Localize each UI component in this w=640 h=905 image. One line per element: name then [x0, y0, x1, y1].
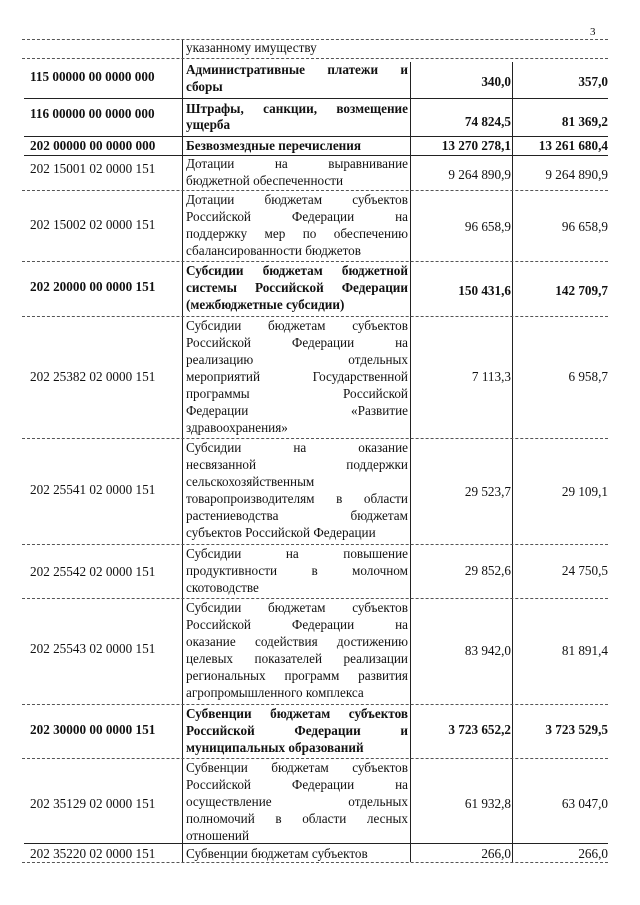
row-divider	[22, 758, 608, 759]
amount-2026: 63 047,0	[561, 796, 608, 811]
amount-2025: 9 264 890,9	[448, 167, 511, 182]
row-description-line: поддержку мер по обеспечению	[186, 226, 408, 241]
row-divider	[24, 98, 608, 99]
row-description-line: Российской Федерации на	[186, 335, 408, 350]
row-description-line: Дотации бюджетам субъектов	[186, 192, 408, 207]
budget-code: 202 30000 00 0000 151	[30, 722, 156, 737]
budget-code: 202 15002 02 0000 151	[30, 217, 156, 232]
row-description-line: Федерации «Развитие	[186, 403, 408, 418]
column-divider	[182, 40, 183, 862]
row-divider	[22, 862, 608, 863]
row-description-line: отношений	[186, 828, 250, 843]
amount-2025: 83 942,0	[464, 643, 511, 658]
row-description-line: агропромышленного комплекса	[186, 685, 364, 700]
row-description-line: указанному имуществу	[186, 40, 317, 55]
row-description-line: Субсидии бюджетам бюджетной	[186, 263, 408, 278]
row-divider	[22, 438, 608, 439]
amount-2025: 74 824,5	[464, 114, 511, 129]
row-description-line: целевых показателей реализации	[186, 651, 408, 666]
row-description-line: Административные платежи и	[186, 62, 408, 77]
row-description-line: (межбюджетные субсидии)	[186, 297, 345, 312]
row-divider	[24, 843, 608, 844]
amount-2026: 24 750,5	[561, 563, 608, 578]
row-description-line: товаропроизводителям в области	[186, 491, 408, 506]
amount-2025: 13 270 278,1	[441, 138, 511, 153]
row-divider	[22, 598, 608, 599]
row-description-line: сбалансированности бюджетов	[186, 243, 361, 258]
budget-code: 202 25542 02 0000 151	[30, 564, 156, 579]
row-description-line: Субвенции бюджетам субъектов	[186, 760, 408, 775]
row-description-line: скотоводстве	[186, 580, 259, 595]
row-description-line: сельскохозяйственным	[186, 474, 315, 489]
row-description-line: осуществление отдельных	[186, 794, 408, 809]
row-divider	[22, 39, 608, 40]
row-description-line: Дотации на выравнивание	[186, 156, 408, 171]
row-divider	[22, 261, 608, 262]
row-description-line: Штрафы, санкции, возмещение	[186, 101, 408, 116]
row-description-line: муниципальных образований	[186, 740, 364, 755]
row-description-line: реализацию отдельных	[186, 352, 408, 367]
row-description-line: оказание содействия достижению	[186, 634, 408, 649]
amount-2025: 266,0	[481, 846, 511, 861]
budget-code: 115 00000 00 0000 000	[30, 69, 155, 84]
amount-2026: 6 958,7	[568, 369, 608, 384]
row-description-line: Субсидии бюджетам субъектов	[186, 600, 408, 615]
row-description-line: сборы	[186, 79, 223, 94]
budget-code: 202 15001 02 0000 151	[30, 161, 156, 176]
amount-2025: 3 723 652,2	[448, 722, 511, 737]
column-divider	[512, 62, 513, 862]
row-description-line: Российской Федерации и	[186, 723, 408, 738]
amount-2025: 29 523,7	[464, 484, 511, 499]
row-divider	[22, 58, 608, 59]
row-description-line: региональных программ развития	[186, 668, 408, 683]
row-description-line: бюджетной обеспеченности	[186, 173, 344, 188]
row-divider	[24, 155, 608, 156]
row-description-line: здравоохранения»	[186, 420, 288, 435]
row-divider	[22, 316, 608, 317]
budget-code: 202 25541 02 0000 151	[30, 482, 156, 497]
column-divider	[410, 62, 411, 862]
amount-2025: 96 658,9	[464, 219, 511, 234]
amount-2025: 150 431,6	[458, 283, 511, 298]
row-description-line: Субсидии бюджетам субъектов	[186, 318, 408, 333]
row-divider	[22, 704, 608, 705]
amount-2026: 3 723 529,5	[545, 722, 608, 737]
budget-code: 202 25382 02 0000 151	[30, 369, 156, 384]
budget-code: 202 25543 02 0000 151	[30, 641, 156, 656]
budget-code: 202 20000 00 0000 151	[30, 279, 156, 294]
row-description-line: ущерба	[186, 117, 231, 132]
row-description-line: несвязанной поддержки	[186, 457, 408, 472]
row-description-line: Субвенции бюджетам субъектов	[186, 706, 408, 721]
row-divider	[22, 190, 608, 191]
row-divider	[24, 136, 608, 137]
row-description-line: Субвенции бюджетам субъектов	[186, 846, 368, 861]
amount-2026: 81 369,2	[561, 114, 608, 129]
amount-2026: 357,0	[578, 74, 608, 89]
row-description-line: Российской Федерации на	[186, 209, 408, 224]
budget-code: 202 35220 02 0000 151	[30, 846, 156, 861]
row-description-line: полномочий в области лесных	[186, 811, 408, 826]
row-description-line: Субсидии на повышение	[186, 546, 408, 561]
row-divider	[22, 544, 608, 545]
amount-2026: 13 261 680,4	[538, 138, 608, 153]
row-description-line: программы Российской	[186, 386, 408, 401]
row-description-line: Российской Федерации на	[186, 617, 408, 632]
row-description-line: Субсидии на оказание	[186, 440, 408, 455]
row-description-line: мероприятий Государственной	[186, 369, 408, 384]
row-description-line: системы Российской Федерации	[186, 280, 408, 295]
amount-2026: 96 658,9	[561, 219, 608, 234]
row-description-line: продуктивности в молочном	[186, 563, 408, 578]
amount-2026: 81 891,4	[561, 643, 608, 658]
amount-2025: 7 113,3	[471, 369, 511, 384]
amount-2025: 340,0	[481, 74, 511, 89]
page-number: 3	[590, 26, 596, 38]
budget-code: 202 35129 02 0000 151	[30, 796, 156, 811]
amount-2026: 29 109,1	[561, 484, 608, 499]
amount-2026: 142 709,7	[555, 283, 608, 298]
row-description-line: растениеводства бюджетам	[186, 508, 408, 523]
row-description-line: Безвозмездные перечисления	[186, 138, 362, 153]
row-description-line: Российской Федерации на	[186, 777, 408, 792]
amount-2026: 9 264 890,9	[545, 167, 608, 182]
row-description-line: субъектов Российской Федерации	[186, 525, 376, 540]
budget-code: 116 00000 00 0000 000	[30, 106, 155, 121]
budget-code: 202 00000 00 0000 000	[30, 138, 156, 153]
amount-2026: 266,0	[578, 846, 608, 861]
amount-2025: 29 852,6	[464, 563, 511, 578]
amount-2025: 61 932,8	[464, 796, 511, 811]
